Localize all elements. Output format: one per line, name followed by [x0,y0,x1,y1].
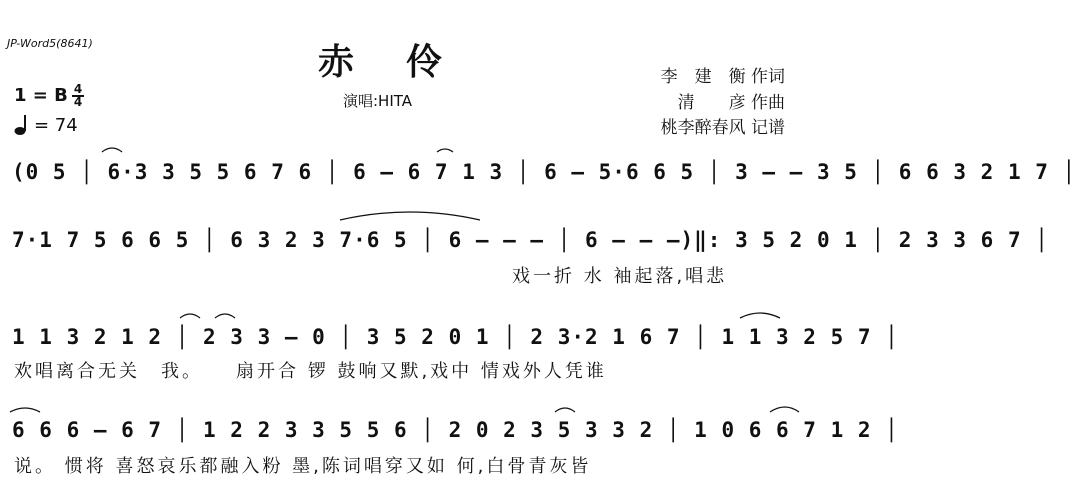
score-row-3-lyrics: 欢唱离合无关 我。 扇开合 锣 鼓响又默,戏中 情戏外人凭谁 [14,361,607,382]
time-sig-top: 4 [73,82,83,96]
score-row-3-notes: 1 1 3 2 1 2 │ 2 3 3 – 0 │ 3 5 2 0 1 │ 2 3·2 1 6 7 │ 1 1 3 2 5 7 │ [12,325,899,349]
transcriber-credit: 桃李醉春风 记谱 [660,118,785,138]
score-row-2-notes: 7·1 7 5 6 6 5 │ 6 3 2 3 7·6 5 │ 6 – – – │ 6 – – –)‖: 3 5 2 0 1 │ 2 3 3 6 7 │ [12,228,1049,252]
time-sig-bottom: 4 [73,95,83,109]
score-row-4-notes: 6 6 6 – 6 7 │ 1 2 2 3 3 5 5 6 │ 2 0 2 3 5 3 3 2 │ 1 0 6 6 7 1 2 │ [12,418,899,442]
song-title: 赤伶 [318,41,495,83]
key-signature: 1 = B [14,85,68,106]
software-label: JP-Word5(8641) [7,37,93,50]
tempo-marking: = 74 [34,115,78,136]
composer-credit: 清 彦 作曲 [677,93,785,113]
score-row-1-notes: (0 5 │ 6·3 3 5 5 6 7 6 │ 6 – 6 7 1 3 │ 6 – 5·6 6 5 │ 3 – – 3 5 │ 6 6 3 2 1 7 │ [12,160,1076,184]
score-row-4-lyrics: 说。 惯将 喜怒哀乐都融入粉 墨,陈词唱穿又如 何,白骨青灰皆 [14,456,592,477]
singer-label: 演唱:HITA [343,92,413,110]
score-row-2-lyrics: 戏一折 水 袖起落,唱悲 [512,266,728,287]
lyricist-credit: 李 建 衡 作词 [660,67,785,87]
